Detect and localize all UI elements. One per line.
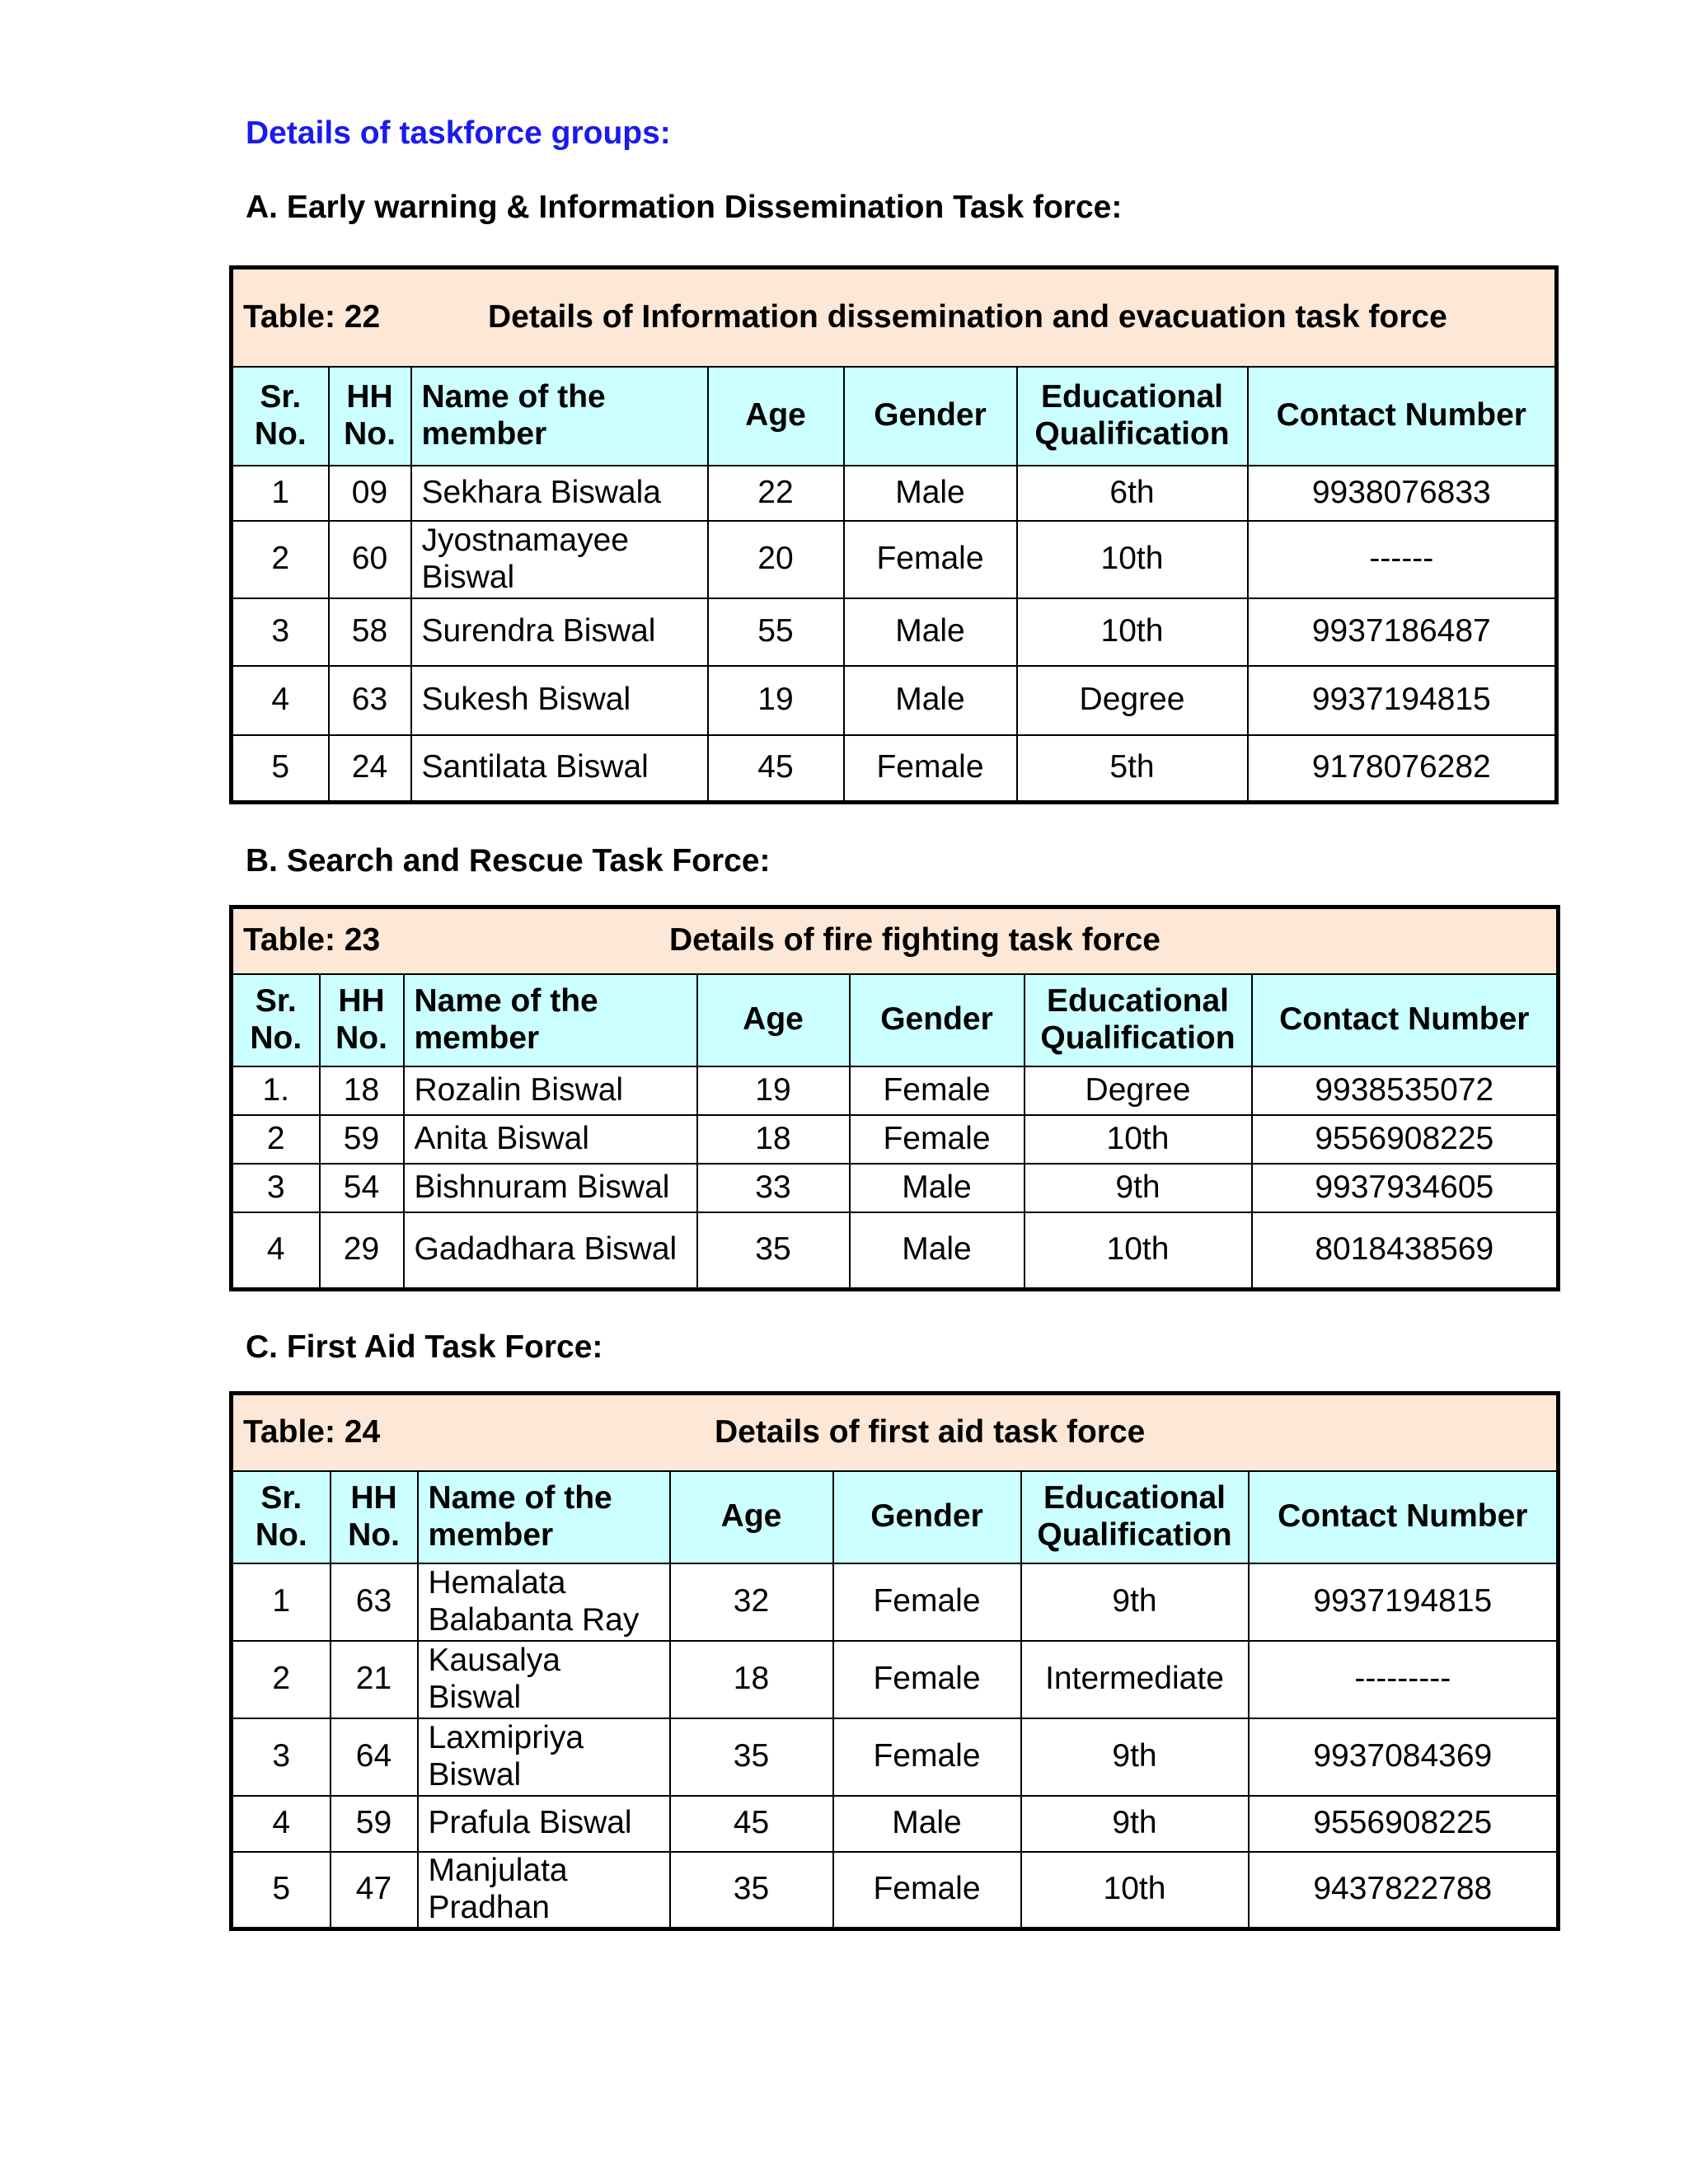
column-header-hh-no: HH No.: [329, 367, 411, 466]
column-header-gender: Gender: [833, 1471, 1021, 1563]
table-row: [232, 1852, 1559, 1929]
cell-contact: 9937194815: [1248, 666, 1557, 735]
cell-education: 9th: [1021, 1796, 1249, 1852]
cell-education: 10th: [1021, 1852, 1249, 1929]
column-header-sr-no: Sr. No.: [232, 367, 329, 466]
cell-hh-no: 21: [331, 1641, 418, 1718]
table-caption: [232, 1394, 1559, 1471]
cell-name: Laxmipriya Biswal: [418, 1718, 670, 1796]
column-header-contact: Contact Number: [1252, 974, 1559, 1066]
column-header-gender: Gender: [850, 974, 1025, 1066]
cell-gender: Male: [844, 598, 1017, 666]
cell-hh-no: 59: [331, 1796, 418, 1852]
cell-hh-no: 59: [320, 1115, 404, 1164]
cell-name: Prafula Biswal: [418, 1796, 670, 1852]
cell-hh-no: 58: [329, 598, 411, 666]
cell-education: Degree: [1017, 666, 1248, 735]
table-row: [232, 1066, 1559, 1115]
cell-hh-no: 47: [331, 1852, 418, 1929]
table-row: [232, 466, 1557, 521]
cell-age: 35: [670, 1852, 833, 1929]
column-header-name: Name of the member: [418, 1471, 670, 1563]
table-row: [232, 521, 1557, 598]
cell-sr-no: 3: [232, 1164, 320, 1212]
table-row: [232, 1115, 1559, 1164]
cell-contact: 9556908225: [1252, 1115, 1559, 1164]
section-heading-first-aid: C. First Aid Task Force:: [246, 1329, 603, 1365]
cell-name: Sekhara Biswala: [411, 466, 708, 521]
cell-sr-no: 5: [232, 735, 329, 803]
cell-gender: Male: [850, 1164, 1025, 1212]
cell-name: Rozalin Biswal: [404, 1066, 697, 1115]
column-header-education: Educational Qualification: [1017, 367, 1248, 466]
cell-gender: Male: [844, 666, 1017, 735]
table-caption: [232, 268, 1557, 367]
table-title: Details of first aid task force: [715, 1413, 1146, 1450]
cell-education: 10th: [1017, 521, 1248, 598]
cell-age: 45: [708, 735, 844, 803]
cell-education: 9th: [1021, 1718, 1249, 1796]
cell-sr-no: 1.: [232, 1066, 320, 1115]
table-caption-row: [232, 907, 1559, 974]
cell-age: 18: [670, 1641, 833, 1718]
cell-contact: ------: [1248, 521, 1557, 598]
cell-education: 10th: [1025, 1115, 1252, 1164]
column-header-name: Name of the member: [411, 367, 708, 466]
cell-hh-no: 60: [329, 521, 411, 598]
column-header-gender: Gender: [844, 367, 1017, 466]
cell-gender: Female: [844, 521, 1017, 598]
cell-contact: 9937934605: [1252, 1164, 1559, 1212]
table-row: [232, 1718, 1559, 1796]
column-header-contact: Contact Number: [1249, 1471, 1559, 1563]
table-caption-row: [232, 1394, 1559, 1471]
table-number: Table: 23: [243, 922, 381, 958]
cell-contact: ---------: [1249, 1641, 1559, 1718]
cell-education: 9th: [1025, 1164, 1252, 1212]
table-caption-row: [232, 268, 1557, 367]
table-header-row: [232, 1471, 1559, 1563]
table-number: Table: 24: [243, 1413, 381, 1450]
cell-hh-no: 18: [320, 1066, 404, 1115]
cell-education: 10th: [1025, 1212, 1252, 1290]
cell-education: 10th: [1017, 598, 1248, 666]
table-header-row: [232, 974, 1559, 1066]
cell-hh-no: 63: [329, 666, 411, 735]
cell-sr-no: 1: [232, 466, 329, 521]
column-header-contact: Contact Number: [1248, 367, 1557, 466]
cell-contact: 9178076282: [1248, 735, 1557, 803]
section-heading-search-rescue: B. Search and Rescue Task Force:: [246, 843, 771, 879]
cell-age: 20: [708, 521, 844, 598]
cell-name: Jyostnamayee Biswal: [411, 521, 708, 598]
cell-age: 55: [708, 598, 844, 666]
cell-education: 5th: [1017, 735, 1248, 803]
cell-sr-no: 2: [232, 521, 329, 598]
cell-education: Intermediate: [1021, 1641, 1249, 1718]
cell-sr-no: 4: [232, 1796, 331, 1852]
table-caption: [232, 907, 1559, 974]
cell-gender: Male: [844, 466, 1017, 521]
cell-gender: Female: [844, 735, 1017, 803]
cell-contact: 8018438569: [1252, 1212, 1559, 1290]
cell-gender: Female: [833, 1563, 1021, 1641]
column-header-education: Educational Qualification: [1025, 974, 1252, 1066]
table-fire-fighting: [229, 905, 1560, 1291]
cell-hh-no: 63: [331, 1563, 418, 1641]
cell-age: 35: [697, 1212, 850, 1290]
cell-name: Bishnuram Biswal: [404, 1164, 697, 1212]
cell-contact: 9938076833: [1248, 466, 1557, 521]
page-heading: Details of taskforce groups:: [246, 115, 671, 151]
table-row: [232, 666, 1557, 735]
cell-age: 33: [697, 1164, 850, 1212]
cell-contact: 9556908225: [1249, 1796, 1559, 1852]
cell-name: Hemalata Balabanta Ray: [418, 1563, 670, 1641]
column-header-age: Age: [708, 367, 844, 466]
cell-sr-no: 3: [232, 598, 329, 666]
section-heading-early-warning: A. Early warning & Information Dissemination Task force:: [246, 190, 1123, 225]
column-header-hh-no: HH No.: [331, 1471, 418, 1563]
cell-hh-no: 54: [320, 1164, 404, 1212]
cell-age: 32: [670, 1563, 833, 1641]
cell-age: 45: [670, 1796, 833, 1852]
table-number: Table: 22: [243, 298, 381, 335]
cell-education: Degree: [1025, 1066, 1252, 1115]
cell-sr-no: 5: [232, 1852, 331, 1929]
cell-contact: 9937186487: [1248, 598, 1557, 666]
table-first-aid: [229, 1391, 1560, 1931]
cell-contact: 9937194815: [1249, 1563, 1559, 1641]
table-header-row: [232, 367, 1557, 466]
table-information-dissemination: [229, 265, 1559, 804]
cell-sr-no: 4: [232, 1212, 320, 1290]
cell-gender: Male: [833, 1796, 1021, 1852]
cell-gender: Female: [833, 1641, 1021, 1718]
column-header-age: Age: [670, 1471, 833, 1563]
table-row: [232, 1212, 1559, 1290]
column-header-name: Name of the member: [404, 974, 697, 1066]
cell-name: Sukesh Biswal: [411, 666, 708, 735]
cell-education: 9th: [1021, 1563, 1249, 1641]
cell-gender: Female: [833, 1718, 1021, 1796]
cell-age: 18: [697, 1115, 850, 1164]
cell-name: Manjulata Pradhan: [418, 1852, 670, 1929]
cell-gender: Female: [850, 1115, 1025, 1164]
table-row: [232, 1563, 1559, 1641]
cell-name: Surendra Biswal: [411, 598, 708, 666]
cell-sr-no: 2: [232, 1641, 331, 1718]
cell-sr-no: 2: [232, 1115, 320, 1164]
cell-name: Santilata Biswal: [411, 735, 708, 803]
column-header-hh-no: HH No.: [320, 974, 404, 1066]
cell-gender: Male: [850, 1212, 1025, 1290]
cell-hh-no: 29: [320, 1212, 404, 1290]
cell-hh-no: 64: [331, 1718, 418, 1796]
cell-sr-no: 4: [232, 666, 329, 735]
cell-age: 22: [708, 466, 844, 521]
cell-age: 35: [670, 1718, 833, 1796]
cell-sr-no: 3: [232, 1718, 331, 1796]
cell-name: Kausalya Biswal: [418, 1641, 670, 1718]
column-header-age: Age: [697, 974, 850, 1066]
cell-age: 19: [697, 1066, 850, 1115]
cell-age: 19: [708, 666, 844, 735]
table-row: [232, 598, 1557, 666]
cell-contact: 9437822788: [1249, 1852, 1559, 1929]
table-title: Details of fire fighting task force: [669, 922, 1160, 958]
cell-hh-no: 09: [329, 466, 411, 521]
cell-contact: 9938535072: [1252, 1066, 1559, 1115]
table-row: [232, 1641, 1559, 1718]
cell-hh-no: 24: [329, 735, 411, 803]
table-row: [232, 1164, 1559, 1212]
column-header-education: Educational Qualification: [1021, 1471, 1249, 1563]
cell-gender: Female: [833, 1852, 1021, 1929]
cell-name: Gadadhara Biswal: [404, 1212, 697, 1290]
table-row: [232, 735, 1557, 803]
table-row: [232, 1796, 1559, 1852]
cell-education: 6th: [1017, 466, 1248, 521]
cell-name: Anita Biswal: [404, 1115, 697, 1164]
column-header-sr-no: Sr. No.: [232, 974, 320, 1066]
table-title: Details of Information dissemination and evacuation task force: [488, 298, 1447, 335]
cell-gender: Female: [850, 1066, 1025, 1115]
cell-contact: 9937084369: [1249, 1718, 1559, 1796]
cell-sr-no: 1: [232, 1563, 331, 1641]
column-header-sr-no: Sr. No.: [232, 1471, 331, 1563]
